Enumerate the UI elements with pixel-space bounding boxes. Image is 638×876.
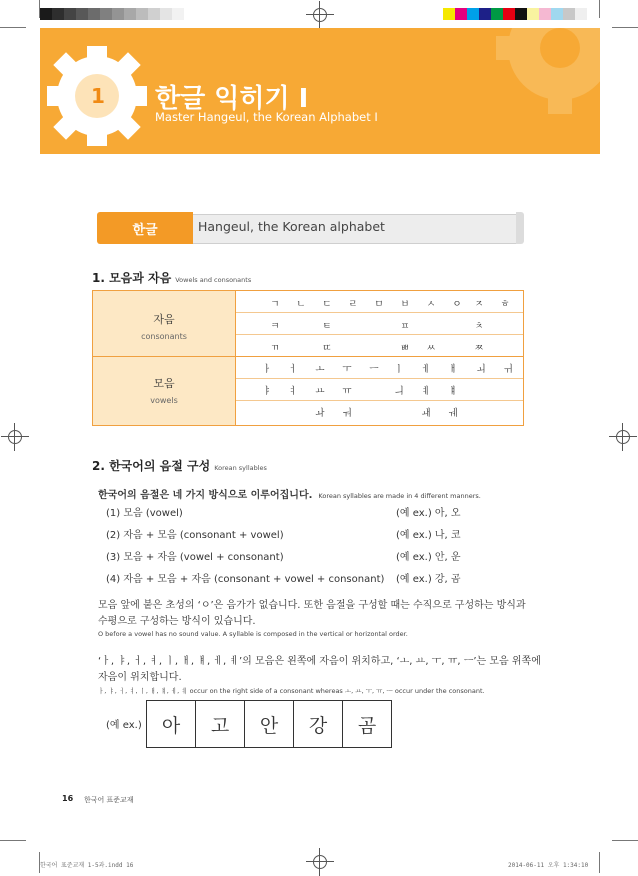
registration-mark-left [1, 423, 29, 451]
slug-file-info: 한국어 표준교재 1-5과.indd 16 [40, 862, 134, 869]
jamo-cell: ㅝ [342, 408, 352, 419]
section2-heading: 2. 한국어의 음절 구성 Korean syllables [92, 459, 267, 473]
section-title: Hangeul, the Korean alphabet [198, 219, 385, 234]
jamo-cell: ㅉ [474, 343, 484, 354]
chapter-number: 1 [91, 84, 105, 108]
example-label: (예 ex.) [106, 720, 142, 731]
syllable-type-3: (3) 모음 + 자음 (vowel + consonant) [106, 552, 284, 563]
jamo-cell: ㅂ [400, 299, 410, 310]
jamo-cell: ㅔ [421, 364, 431, 375]
jamo-cell: ㅖ [421, 386, 431, 397]
paragraph2-english: ㅏ, ㅑ, ㅓ, ㅕ, ㅣ, ㅐ, ㅒ, ㅔ, ㅖ occur on the right side of a consonant whereas ㅗ, ㅛ, ㅜ, ㅠ, ㅡ occur under the consonant. [98, 687, 485, 695]
jamo-cell: ㅠ [342, 386, 352, 397]
chapter-header [40, 28, 600, 154]
jamo-cell: ㅢ [394, 386, 404, 397]
jamo-table [92, 290, 524, 426]
jamo-cell: ㅞ [448, 408, 458, 419]
jamo-cell: ㅃ [400, 343, 410, 354]
paragraph1-line1: 모음 앞에 붙은 초성의 ‘ㅇ’은 음가가 없습니다. 또한 음절을 구성할 때는 수직으로 구성하는 방식과 [98, 600, 526, 611]
jamo-cell: ㅅ [426, 299, 436, 310]
consonants-label: 자음 consonants [141, 313, 187, 341]
jamo-cell: ㅌ [322, 321, 332, 332]
crop-mark [0, 840, 26, 841]
jamo-cell: ㅜ [342, 364, 352, 375]
jamo-cell: ㅛ [315, 386, 325, 397]
jamo-cell: ㄱ [270, 299, 280, 310]
jamo-cell: ㅒ [448, 386, 458, 397]
jamo-cell: ㅎ [500, 299, 510, 310]
jamo-cell: ㄹ [348, 299, 358, 310]
crop-mark [612, 27, 638, 28]
jamo-cell: ㅡ [369, 364, 379, 375]
jamo-cell: ㅍ [400, 321, 410, 332]
jamo-cell: ㄷ [322, 299, 332, 310]
paragraph2-line2: 자음이 위치합니다. [98, 672, 182, 683]
syllable-example-2: (예 ex.) 나, 코 [396, 530, 461, 541]
gear-decoration-icon [40, 28, 600, 154]
registration-mark-right [609, 423, 637, 451]
paragraph1-line2: 수평으로 구성하는 방식이 있습니다. [98, 616, 256, 627]
jamo-cell: ㅣ [394, 364, 404, 375]
crop-mark [599, 0, 600, 18]
jamo-cell: ㄲ [270, 343, 280, 354]
grayscale-bar [40, 8, 184, 20]
syllable-example-3: (예 ex.) 안, 운 [396, 552, 461, 563]
jamo-cell: ㅁ [374, 299, 384, 310]
jamo-cell: ㅕ [288, 386, 298, 397]
jamo-cell: ㅐ [448, 364, 458, 375]
crop-mark [599, 852, 600, 873]
syllable-example-1: (예 ex.) 아, 오 [396, 508, 461, 519]
jamo-cell: ㅊ [474, 321, 484, 332]
crop-mark [612, 840, 638, 841]
slug-timestamp: 2014-06-11 오후 1:34:10 [508, 862, 589, 869]
example-syllable: 안 [245, 701, 294, 747]
section1-heading: 1. 모음과 자음 Vowels and consonants [92, 271, 252, 285]
jamo-cell: ㅇ [452, 299, 462, 310]
page-number: 16 [62, 794, 74, 803]
intro-text: 한국어의 음절은 네 가지 방식으로 이루어집니다. Korean syllables are made in 4 different manners. [98, 490, 481, 501]
jamo-cell: ㅙ [421, 408, 431, 419]
syllable-type-4: (4) 자음 + 모음 + 자음 (consonant + vowel + consonant) [106, 574, 385, 585]
jamo-cell: ㅋ [270, 321, 280, 332]
section-tab: 한글 [97, 212, 193, 244]
jamo-cell: ㅘ [315, 408, 325, 419]
registration-mark-bottom [306, 848, 334, 876]
jamo-cell: ㄴ [296, 299, 306, 310]
syllable-type-2: (2) 자음 + 모음 (consonant + vowel) [106, 530, 284, 541]
jamo-cell: ㅑ [262, 386, 272, 397]
syllable-type-1: (1) 모음 (vowel) [106, 508, 183, 519]
syllable-example-4: (예 ex.) 강, 곰 [396, 574, 461, 585]
jamo-cell: ㅚ [476, 364, 486, 375]
example-syllable: 곰 [357, 714, 377, 737]
jamo-cell: ㅈ [474, 299, 484, 310]
example-syllable: 강 [294, 701, 343, 747]
jamo-cell: ㅏ [262, 364, 272, 375]
example-syllable-boxes [146, 700, 392, 748]
jamo-cell: ㅟ [503, 364, 513, 375]
example-syllable: 아 [147, 701, 196, 747]
example-syllable: 고 [196, 701, 245, 747]
chapter-title: 한글 익히기 Ⅰ [155, 84, 309, 114]
jamo-cell: ㅆ [426, 343, 436, 354]
vowels-label: 모음 vowels [150, 377, 178, 405]
crop-mark [39, 0, 40, 18]
jamo-cell: ㄸ [322, 343, 332, 354]
paragraph2-line1: ‘ㅏ, ㅑ, ㅓ, ㅕ, ㅣ, ㅐ, ㅒ, ㅔ, ㅖ’의 모음은 왼쪽에 자음이 위치하고, ‘ㅗ, ㅛ, ㅜ, ㅠ, ㅡ’는 모음 위쪽에 [98, 656, 541, 667]
crop-mark [0, 27, 26, 28]
registration-mark-top [306, 1, 334, 29]
color-bar [443, 8, 587, 20]
jamo-cell: ㅓ [288, 364, 298, 375]
chapter-subtitle: Master Hangeul, the Korean Alphabet Ⅰ [155, 110, 378, 124]
jamo-cell: ㅗ [315, 364, 325, 375]
section-bar-end [516, 212, 524, 244]
paragraph1-english: O before a vowel has no sound value. A syllable is composed in the vertical or horizontal order. [98, 630, 408, 638]
book-title: 한국어 표준교재 [84, 796, 134, 804]
